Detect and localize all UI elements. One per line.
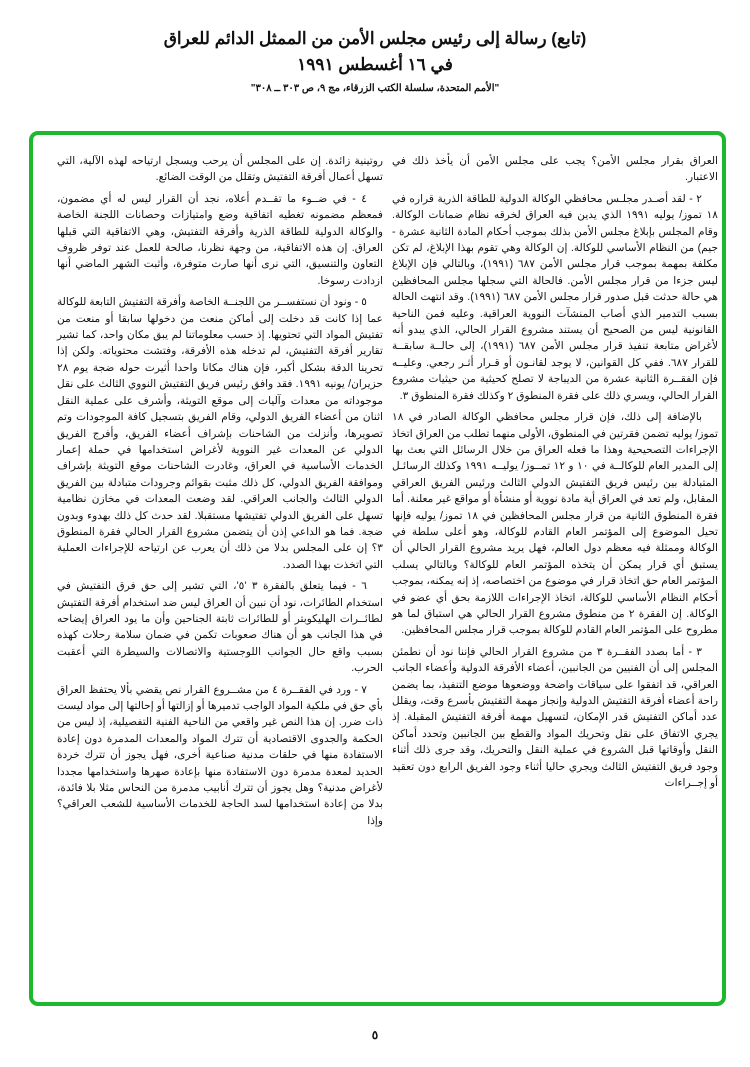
left-column <box>57 153 383 834</box>
paragraph: ٧ - ورد في الفقــرة ٤ من مشــروع القرار نص يقضي بألا يحتفظ العراق بأي حق في ملكية المواد الواجب تدميرها أو إزالتها أو إحالتها إلى مواد ليست ذات ضرر. إن هذا النص غير واقعي من الناحية الفنية التفصيلية، إذ ليس من الحكمة والجدوى الاقتصادية أن تترك المواد والمعدات المدمرة دون إعادة الاستفادة منها في حلقات مدنية صناعية أخرى، فهل يجوز أن تترك خردة الحديد لمعدة مدمرة دون الاستفادة منها بإعادة صهرها واستخدامها مجددا لأغراض مدنية؟ وهل يجوز أن تترك أنابيب مدمرة من النحاس مثلا بلا فائدة، بدلا من إعادة استخدامها لسد الحاجة للخدمات الأساسية للشعب العراقي؟ وإذا <box>57 683 383 827</box>
paragraph: العراق بقرار مجلس الأمن؟ يجب على مجلس الأمن أن يأخذ ذلك في الاعتبار. <box>392 155 718 184</box>
right-column <box>392 153 718 796</box>
paragraph: ٥ - ونود أن نستفســر من اللجنــة الخاصة وأفرقة التفتيش التابعة للوكالة عما إذا كانت قد دخلت إلى أماكن منعت من دخولها سابقا أو منعت من تفتيش المواد التي تحتويها. إذ حسب معلوماتنا لم يبق مكان واحد، كما تشير تقارير أفرقة التفتيش، لم تدخله هذه الأفرقة، وفتشت محتوياته. ولكن إذا تحرينا الدقة بشكل أكبر، فإن هناك مكانا واحدا أثيرت حوله ضجة يوم ٢٨ حزيران/ يونيه ١٩٩١. فقد وافق رئيس فريق التفتيش النووي الثالث على نقل موجوداته من معدات وآليات إلى موقع التويثة، وأشرف على عملية النقل اثنان من أعضاء الفريق الدولي، وقام الفريق بتسجيل كافة الموجودات وتم تصويرها، وأنزلت من الشاحنات بإشراف أعضاء الفريق، وأفرج الفريق الدولي عن المعدات غير النووية لأغراض استخدامها في حملة إعمار الخدمات الأساسية في العراق، وغادرت الشاحنات موقع التويثة بإشراف وموافقة الفريق الدولي، كل ذلك مثبت بقوائم وجرودات متبادلة بين الفريق الدولي الثالث والجانب العراقي. لقد وضعت المعدات في مخازن نظامية تسهل على الفريق الدولي تفتيشها مستقبلا. لقد حدث كل ذلك بهدوء وبدون ضجة. فما هو الداعي إذن أن يتضمن مشروع القرار الحالي فقرة المنطوق ٣؟ إن على المجلس بدلا من ذلك أن يعرب عن ارتياحه للإجراءات العملية التي اتخذت بهذا الصدد. <box>57 296 383 571</box>
paragraph: ٢ - لقد أصـدر مجلـس محافظي الوكالة الدولية للطاقة الذرية قراره في ١٨ تموز/ يوليه ١٩٩١ الذي يدين فيه العراق لخرقه نظام ضمانات الوكالة. وقام المجلس بإبلاغ مجلس الأمن بذلك بموجب أحكام المادة الثانية عشرة - جيم) من النظام الأساسي للوكالة. إن الوكالة وهي تقوم بهذا الإبلاغ، لم تكن مكلفة بمهمة بموجب قرار مجلس الأمن ٦٨٧ (١٩٩١)، وبالتالي فإن الإبلاغ ليس جزءا من قرار مجلس الأمن. فالحالة التي سجلها مجلس المحافظين هي حالة حدثت قبل صدور قرار مجلس الأمن ٦٨٧ (١٩٩١). وقد انتهت الحالة بسبب التدمير الذي أصاب المنشآت النووية العراقية. وعليه فمن الناحية القانونية ليس من الصحيح أن يستند مشروع القرار الحالي، الذي يبدو أنه لأغراض متابعة تنفيذ قرار مجلس الأمن ٦٨٧ (١٩٩١)، إلى حالــة سابقــة للقرار ٦٨٧. ففي كل القوانين، لا يوجد لقانـون أو قـرار أثـر رجعي. وعليــه فإن الفقــرة الثانية عشرة من الديباجة لا تصلح كحيثية من حيثيات مشروع القرار الحالي، ويسري ذلك على فقرة المنطوق ٢ وكذلك فقرة المنطوق ٣. <box>392 192 719 402</box>
page-number: ٥ <box>371 1028 379 1042</box>
paragraph: ٣ - أما بصدد الفقــرة ٣ من مشروع القرار الحالي فإننا نود أن نطمئن المجلس إلى أن الفنيين من الجانبين، أعضاء الأفرقة الدولية وأعضاء الجانب العراقي، قد اتفقوا على سياقات واضحة ووضعوها موضع التنفيذ، بما يضمن راحة أعضاء أفرقة التفتيش الدولية وإنجاز مهمة التفتيش بأسرع وقت، ويقلل عدد أماكن التفتيش قدر الإمكان، لتسهيل مهمة أفرقة التفتيش المقبلة. إذ يجري الاتفاق على نقل وتحريك المواد والقطع بين الجانبين وتحدد أماكن النقل وأوقاتها قبل الشروع في عملية النقل والتحريك، وقد جرى ذلك أثناء وجود فريق التفتيش الثالث ويجري حاليا أثناء وجود الفريق الرابع دون تعقيد أو إجــراءات <box>392 645 718 790</box>
document-source: "الأمم المتحدة، سلسلة الكتب الزرقاء، مج ٩، ص ٣٠٣ ــ ٣٠٨" <box>250 83 500 94</box>
paragraph: ٦ - فيما يتعلق بالفقرة ٣ '٥'، التي تشير إلى حق فرق التفتيش في استخدام الطائرات، نود أن نبين أن العراق ليس ضد استخدام أفرقة التفتيش لطائــرات الهليكوبتر أو للطائرات ثابتة الجناحين وأن ما يود العراق إيضاحه في هذا الجانب هو أن هناك صعوبات تكمن في ضمان سلامة رحلات كهذه بسبب واقع حال الجوانب اللوجستية والاتصالات والسيطرة التي أعقبت الحرب. <box>57 580 383 675</box>
document-header <box>0 26 750 98</box>
paragraph: بالإضافة إلى ذلك، فإن قرار مجلس محافظي الوكالة الصادر في ١٨ تموز/ يوليه تضمن فقرتين في المنطوق، الأولى منهما تطلب من العراق اتخاذ الإجراءات التصحيحية وهذا ما فعله العراق من خلال الرسائل التي بعث بها إلى المدير العام للوكالــة في ١٠ و ١٢ تمــوز/ يوليــه ١٩٩١ وكذلك الرسائـل المتبادلة بين رئيس فريق التفتيش الدولي الثالث ورئيس الفريق العراقي المقابل، ولم تعد في العراق أية مادة نووية أو منشأة أو مواقع غير معلنة. أما فقرة المنطوق الثانية من قرار مجلس المحافظين في ١٨ تموز/ يوليه فإنها تحيل الموضوع إلى المؤتمر العام القادم للوكالة، وهو أعلى سلطة في الوكالة وممثلة فيه معظم دول العالم، فهل يريد مشروع القرار الحالي أن يستبق أي قرار يمكن أن يتخذه المؤتمر العام للوكالة؟ وبالتالي يسلب المؤتمر العام حق اتخاذ قرار في موضوع من اختصاصه، إذ إنه يمكنه، بموجب أحكام النظام الأساسي للوكالة، اتخاذ الإجراءات اللازمة بحق أي عضو في الوكالة. إن الفقرة ٢ من منطوق مشروع القرار الحالي هي استباق لما هو مطروح على المؤتمر العام القادم للوكالة بموجب قرار مجلس المحافظين. <box>392 411 718 637</box>
document-title: (تابع) رسالة إلى رئيس مجلس الأمن من الممثل الدائم للعراق <box>163 29 587 48</box>
paragraph: ٤ - في ضــوء ما تقــدم أعلاه، نجد أن القرار ليس له أي مضمون، فمعظم مضمونه تغطيه اتفاقية وضع وامتيازات وحصانات اللجنة الخاصة والوكالة الدولية للطاقة الذرية وأفرقة التفتيش، وهي الاتفاقية التي قبلها العراق. إن هذه الاتفاقية، من وجهة نظرنا، صالحة للعمل عند توفر ظروف التعاون والتنسيق، التي نرى أنها صارت متوفرة، وأثبت الشهر الماضي أنها ازدادت رسوخا. <box>57 192 383 287</box>
paragraph: روتينية زائدة. إن على المجلس أن يرحب ويسجل ارتياحه لهذه الآلية، التي تسهل أعمال أفرقة التفتيش وتقلل من الوقت الضائع. <box>57 155 383 184</box>
document-date: في ١٦ أغسطس ١٩٩١ <box>297 55 453 74</box>
